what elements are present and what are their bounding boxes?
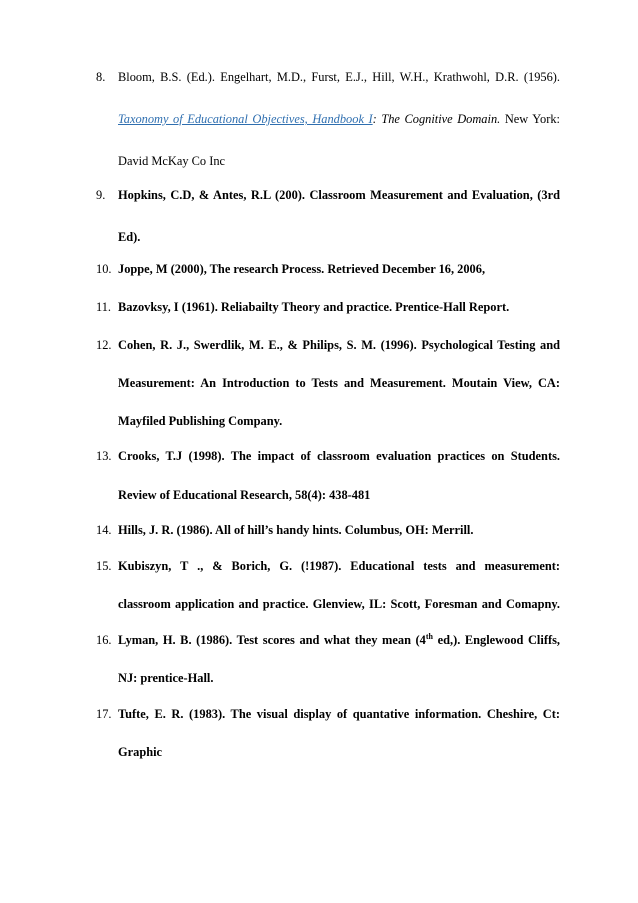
- reference-number: 9.: [96, 188, 106, 202]
- reference-line: [118, 112, 560, 127]
- reference-number: 17.: [96, 707, 112, 721]
- reference-line: Hopkins, C.D, & Antes, R.L (200). Classroom Measurement and Evaluation, (3rd: [118, 188, 560, 202]
- reference-line: Ed).: [118, 230, 141, 244]
- reference-line: Review of Educational Research, 58(4): 438-481: [118, 488, 371, 502]
- reference-number: 13.: [96, 449, 112, 463]
- reference-number: 16.: [96, 633, 112, 647]
- reference-line: Measurement: An Introduction to Tests and Measurement. Moutain View, CA:: [118, 376, 560, 390]
- reference-line: [118, 633, 560, 648]
- reference-line: Hills, J. R. (1986). All of hill’s handy hints. Columbus, OH: Merrill.: [118, 523, 474, 537]
- superscript: th: [425, 631, 433, 641]
- reference-number: 10.: [96, 262, 112, 276]
- reference-text: ed,). Englewood Cliffs,: [433, 633, 560, 647]
- reference-line: classroom application and practice. Glenview, IL: Scott, Foresman and Comapny.: [118, 597, 560, 611]
- reference-line: NJ: prentice-Hall.: [118, 671, 214, 685]
- publisher-location: New York:: [500, 112, 560, 126]
- reference-line: Joppe, M (2000), The research Process. Retrieved December 16, 2006,: [118, 262, 486, 276]
- reference-line: Graphic: [118, 745, 163, 759]
- reference-line: Cohen, R. J., Swerdlik, M. E., & Philips, S. M. (1996). Psychological Testing and: [118, 338, 560, 352]
- reference-line: Bloom, B.S. (Ed.). Engelhart, M.D., Furst, E.J., Hill, W.H., Krathwohl, D.R. (1956).: [118, 70, 560, 84]
- reference-line: Crooks, T.J (1998). The impact of classroom evaluation practices on Students.: [118, 449, 560, 463]
- reference-number: 14.: [96, 523, 112, 537]
- reference-line: Bazovksy, I (1961). Reliabailty Theory and practice. Prentice-Hall Report.: [118, 300, 510, 314]
- reference-number: 15.: [96, 559, 112, 573]
- book-subtitle: : The Cognitive Domain.: [372, 112, 501, 126]
- reference-text: Lyman, H. B. (1986). Test scores and what they mean (4: [118, 633, 426, 647]
- reference-number: 12.: [96, 338, 112, 352]
- reference-line: Kubiszyn, T ., & Borich, G. (!1987). Educational tests and measurement:: [118, 559, 560, 573]
- book-title-link[interactable]: Taxonomy of Educational Objectives, Handbook I: [118, 112, 373, 126]
- reference-line: David McKay Co Inc: [118, 154, 226, 168]
- reference-number: 11.: [96, 300, 112, 314]
- reference-line: Mayfiled Publishing Company.: [118, 414, 283, 428]
- reference-line: Tufte, E. R. (1983). The visual display of quantative information. Cheshire, Ct:: [118, 707, 560, 721]
- reference-number: 8.: [96, 70, 106, 84]
